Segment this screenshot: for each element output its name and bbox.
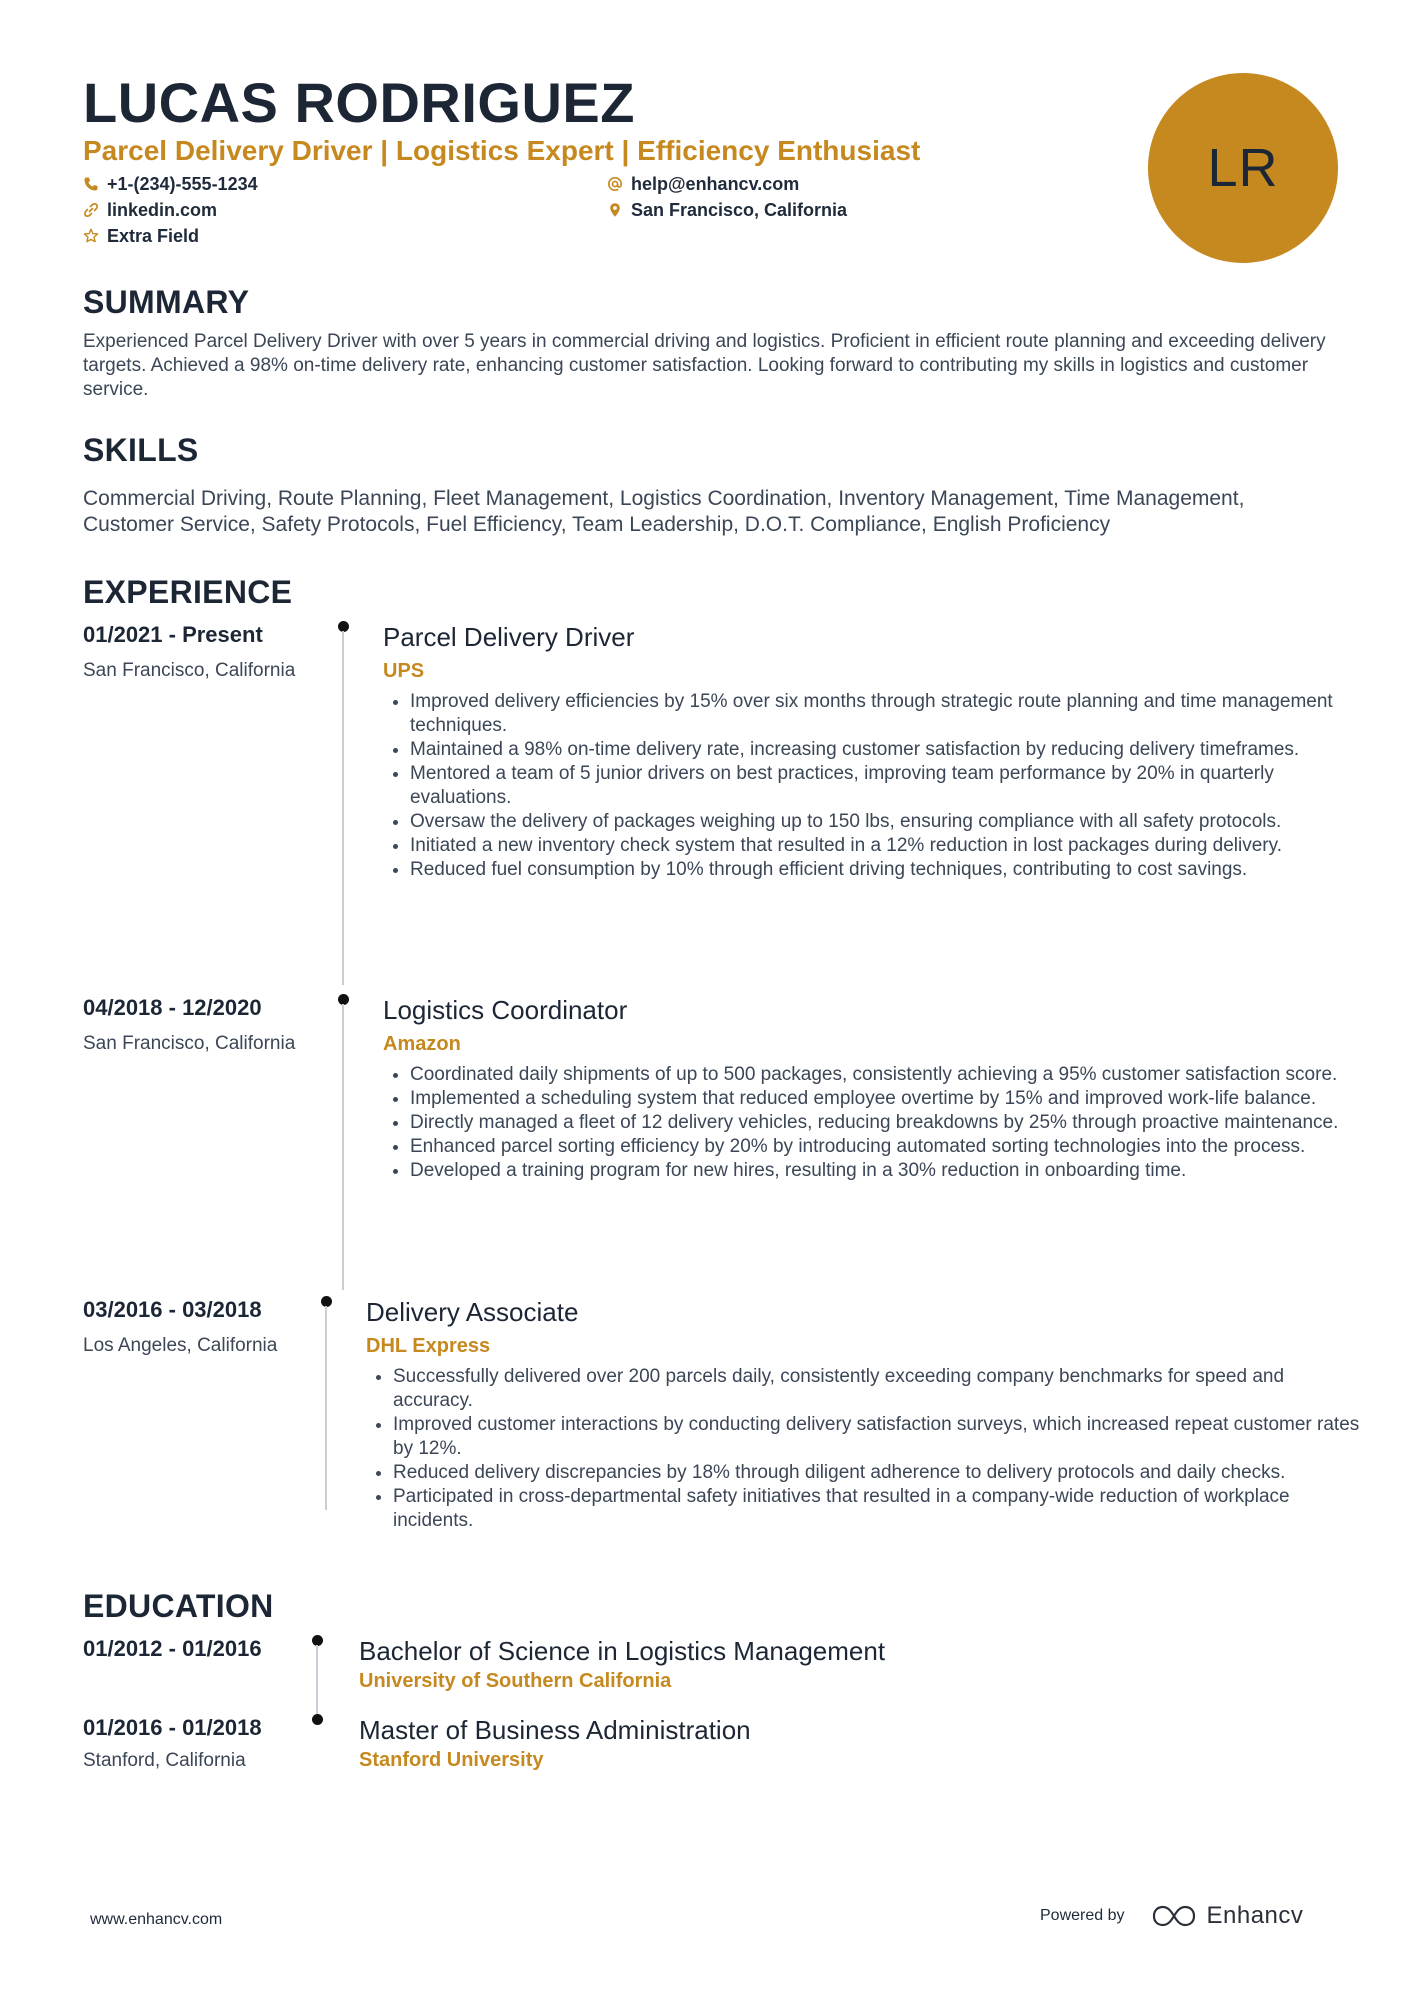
summary-heading: SUMMARY [83,284,250,320]
experience-dates: 01/2021 - Present [83,622,263,647]
timeline-line [316,1645,318,1715]
contact-email-text: help@enhancv.com [631,174,800,194]
contact-email[interactable] [607,172,799,196]
contact-location [607,198,847,222]
map-pin-icon [607,202,623,218]
experience-company: DHL Express [366,1335,491,1357]
timeline-line [342,1004,344,1290]
star-icon [83,228,99,244]
experience-location: San Francisco, California [83,1033,296,1054]
enhancv-brand-name: Enhancv [1206,1902,1304,1929]
link-icon [83,202,99,218]
experience-bullet: • Successfully delivered over 200 parcels daily, consistently exceeding company benchmarks for speed and accuracy. [393,1365,1360,1413]
experience-company: Amazon [383,1033,461,1055]
powered-by-label: Powered by [1040,1907,1125,1924]
experience-bullet: • Mentored a team of 5 junior drivers on best practices, improving team performance by 20% in quarterly evaluations. [410,762,1360,810]
resume-page [83,0,1360,1995]
experience-bullet: • Oversaw the delivery of packages weighing up to 150 lbs, ensuring compliance with all safety protocols. [410,810,1360,834]
education-heading: EDUCATION [83,1588,274,1624]
experience-bullet: • Initiated a new inventory check system that resulted in a 12% reduction in lost packages during delivery. [410,834,1360,858]
experience-dates: 03/2016 - 03/2018 [83,1297,262,1322]
experience-bullet: • Maintained a 98% on-time delivery rate, increasing customer satisfaction by reducing delivery timeframes. [410,738,1360,762]
experience-bullet: • Participated in cross-departmental safety initiatives that resulted in a company-wide reduction of workplace incidents. [393,1485,1360,1533]
contact-phone[interactable] [83,172,258,196]
experience-bullet: • Reduced delivery discrepancies by 18% through diligent adherence to delivery protocols and daily checks. [393,1461,1360,1485]
education-degree: Master of Business Administration [359,1715,751,1745]
experience-bullet: • Developed a training program for new hires, resulting in a 30% reduction in onboarding time. [410,1159,1360,1183]
experience-entry-ups [83,621,1333,991]
experience-role: Logistics Coordinator [383,995,628,1025]
candidate-tagline: Parcel Delivery Driver | Logistics Expert | Efficiency Enthusiast [83,135,921,166]
education-entry-usc [83,1635,1328,1715]
experience-role: Parcel Delivery Driver [383,622,635,652]
timeline-line [342,631,344,985]
education-degree: Bachelor of Science in Logistics Management [359,1636,886,1666]
experience-bullet: • Improved customer interactions by conducting delivery satisfaction surveys, which increased repeat customer rates by 12%. [393,1413,1360,1461]
contact-extra-field [83,224,199,248]
experience-bullet: • Enhanced parcel sorting efficiency by 20% by introducing automated sorting technologies into the process. [410,1135,1360,1159]
experience-bullet: • Coordinated daily shipments of up to 500 packages, consistently achieving a 95% customer satisfaction score. [410,1063,1360,1087]
enhancv-logo-icon [1151,1903,1197,1929]
experience-bullets [383,690,1360,882]
contact-extra-field-text: Extra Field [107,226,200,246]
summary-text: Experienced Parcel Delivery Driver with over 5 years in commercial driving and logistics. Proficient in efficient route planning and exceeding delivery targets. Achieved a 98% on-time delivery rate, enhancing customer satisfaction. Looking forward to contributing my skills in logistics and customer service. [83,331,1326,400]
experience-entry-amazon [83,994,1339,1294]
contact-location-text: San Francisco, California [631,200,848,220]
experience-dates: 04/2018 - 12/2020 [83,995,262,1020]
education-school: University of Southern California [359,1670,672,1692]
experience-location: San Francisco, California [83,660,296,681]
experience-bullet: • Improved delivery efficiencies by 15% over six months through strategic route planning and time management techniques. [410,690,1360,738]
timeline-dot [312,1714,323,1725]
education-dates: 01/2016 - 01/2018 [83,1715,262,1740]
education-entry-stanford [83,1714,1328,1794]
footer-branding [1040,1902,1303,1930]
experience-bullet: • Directly managed a fleet of 12 delivery vehicles, reducing breakdowns by 25% through proactive maintenance. [410,1111,1360,1135]
education-school: Stanford University [359,1749,544,1771]
education-location: Stanford, California [83,1750,246,1771]
avatar [1148,73,1338,263]
education-dates: 01/2012 - 01/2016 [83,1636,262,1661]
candidate-name: LUCAS RODRIGUEZ [83,71,635,134]
skills-heading: SKILLS [83,432,199,468]
experience-bullets [366,1365,1360,1533]
at-sign-icon [607,176,623,192]
phone-icon [83,176,99,192]
avatar-initials: LR [1207,138,1279,198]
experience-bullets [383,1063,1360,1183]
contact-linkedin[interactable] [83,198,217,222]
experience-bullet: • Implemented a scheduling system that reduced employee overtime by 15% and improved work-life balance. [410,1087,1360,1111]
experience-heading: EXPERIENCE [83,574,293,610]
experience-company: UPS [383,660,425,682]
skills-text: Commercial Driving, Route Planning, Fleet Management, Logistics Coordination, Inventory Management, Time Management, Customer Service, Safety Protocols, Fuel Efficiency, Team Leadership, D.O.T. Compliance, English Proficiency [83,487,1245,536]
experience-location: Los Angeles, California [83,1335,278,1356]
timeline-line [325,1306,327,1510]
contact-linkedin-text: linkedin.com [107,200,218,220]
experience-bullet: • Reduced fuel consumption by 10% through efficient driving techniques, contributing to cost savings. [410,858,1360,882]
experience-entry-dhl [83,1296,1360,1566]
experience-role: Delivery Associate [366,1297,579,1327]
footer-website[interactable]: www.enhancv.com [90,1911,223,1928]
contact-phone-text: +1-(234)-555-1234 [107,174,258,194]
